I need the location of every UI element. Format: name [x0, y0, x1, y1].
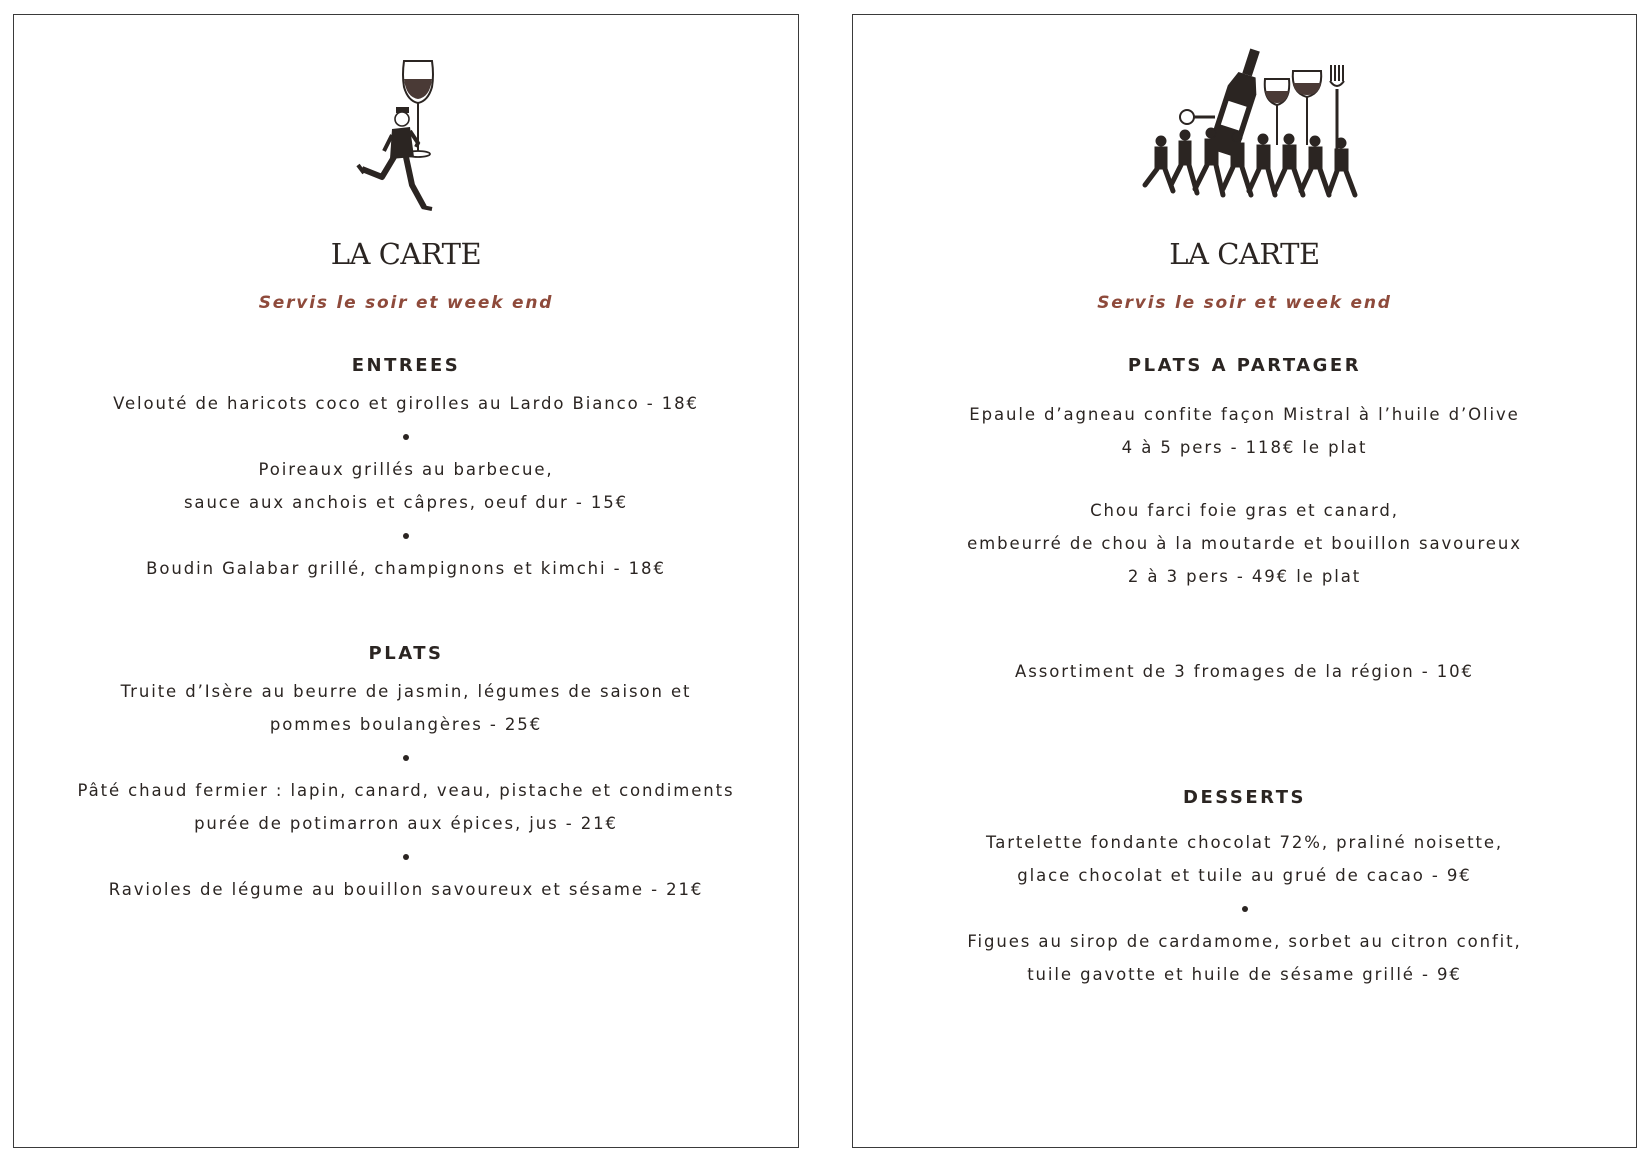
menu-page-right	[852, 14, 1637, 1148]
menu-item-line: Figues au sirop de cardamome, sorbet au citron confit,	[967, 932, 1522, 951]
menu-item-line: sauce aux anchois et câpres, oeuf dur - 15€	[183, 493, 629, 512]
separator-dot	[14, 519, 798, 552]
menu-item-line: Tartelette fondante chocolat 72%, praliné noisette,	[985, 833, 1504, 852]
section-entrees	[14, 355, 798, 585]
separator-dot	[14, 420, 798, 453]
page-subtitle: Servis le soir et week end	[258, 293, 554, 313]
menu-item-line: Boudin Galabar grillé, champignons et kimchi - 18€	[146, 559, 666, 578]
separator-dot	[14, 741, 798, 774]
menu-item-line: Epaule d’agneau confite façon Mistral à l’huile d’Olive	[969, 405, 1520, 424]
menu-item-line: purée de potimarron aux épices, jus - 21€	[194, 814, 618, 833]
menu-item-line: 4 à 5 pers - 118€ le plat	[1121, 438, 1368, 457]
menu-item-line: Chou farci foie gras et canard,	[1090, 501, 1399, 520]
menu-page-left	[13, 14, 799, 1148]
waiter-with-wine-glass-icon	[352, 57, 462, 227]
menu-item-line: Velouté de haricots coco et girolles au Lardo Bianco - 18€	[113, 394, 699, 413]
page-title: LA CARTE	[1169, 237, 1320, 271]
menu-item-line: Truite d’Isère au beurre de jasmin, légumes de saison et	[120, 682, 692, 701]
section-plats	[14, 643, 798, 906]
section-heading: DESSERTS	[1183, 787, 1306, 808]
section-desserts	[853, 787, 1636, 991]
page-subtitle: Servis le soir et week end	[1097, 293, 1392, 313]
waiters-parade-icon	[1125, 45, 1375, 215]
section-heading: ENTREES	[351, 355, 461, 376]
separator-dot	[14, 840, 798, 873]
menu-item-line: glace chocolat et tuile au grué de cacao - 9€	[1017, 866, 1472, 885]
separator-dot	[853, 892, 1636, 925]
menu-item-line: embeurré de chou à la moutarde et bouillon savoureux	[967, 534, 1522, 553]
section-heading: PLATS	[368, 643, 444, 664]
menu-item-line: Pâté chaud fermier : lapin, canard, veau, pistache et condiments	[77, 781, 735, 800]
menu-item-line: 2 à 3 pers - 49€ le plat	[1127, 567, 1362, 586]
menu-item-line: Assortiment de 3 fromages de la région - 10€	[1015, 662, 1474, 681]
page-title: LA CARTE	[330, 237, 482, 271]
menu-item-line: tuile gavotte et huile de sésame grillé - 9€	[1027, 965, 1462, 984]
menu-item-line: Poireaux grillés au barbecue,	[258, 460, 554, 479]
section-plats-a-partager	[853, 355, 1636, 688]
menu-item-line: pommes boulangères - 25€	[269, 715, 543, 734]
section-heading: PLATS A PARTAGER	[1127, 355, 1362, 376]
menu-item-line: Ravioles de légume au bouillon savoureux et sésame - 21€	[108, 880, 704, 899]
